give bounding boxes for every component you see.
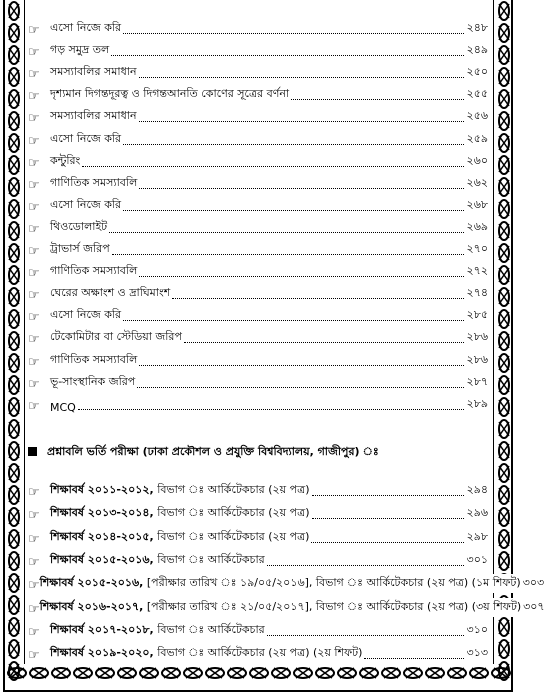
toc-page-number: ২৪৯ bbox=[466, 43, 488, 57]
exam-title bbox=[50, 551, 267, 570]
pointing-hand-icon: ☞ bbox=[28, 624, 40, 640]
academic-year: শিক্ষাবর্ষ ২০১১-২০১২, bbox=[50, 483, 154, 496]
pointing-hand-icon: ☞ bbox=[28, 111, 40, 127]
toc-row[interactable] bbox=[28, 171, 488, 193]
exam-details: [পরীক্ষার তারিখ ঃ ১৯/০৫/২০১৬], বিভাগ ঃ আর্কিটেকচার (২য় পত্র) (১ম শিফট) bbox=[143, 576, 521, 590]
toc-title bbox=[50, 262, 139, 281]
right-chain-border bbox=[496, 0, 512, 662]
dot-leader bbox=[78, 408, 464, 410]
toc-page-number: ২৮৫ bbox=[466, 308, 488, 322]
toc-row[interactable] bbox=[28, 149, 488, 171]
exam-title bbox=[50, 528, 311, 547]
toc-page-number: ২৮৬ bbox=[466, 330, 488, 344]
toc-title-text: দৃশ্যমান দিগন্তদূরত্ব ও দিগন্তআনতি কোণের সূত্রের বর্ণনা bbox=[50, 87, 290, 101]
exam-details: [পরীক্ষার তারিখ ঃ ২১/০৫/২০১৭], বিভাগ ঃ আর্কিটেকচার (২য় পত্র) (৩য় শিফট) bbox=[143, 599, 522, 613]
toc-title-text: ঘেরের অক্ষাংশ ও দ্রাঘিমাংশ bbox=[50, 286, 171, 300]
dot-leader bbox=[139, 76, 464, 78]
pointing-hand-icon: ☞ bbox=[28, 177, 40, 193]
dot-leader bbox=[311, 541, 464, 543]
dot-leader bbox=[267, 564, 464, 566]
exam-page-number: ২৯৮ bbox=[466, 529, 488, 543]
toc-page-number: ২৫০ bbox=[466, 65, 488, 79]
dot-leader bbox=[291, 98, 464, 100]
toc-page-number: ২৭০ bbox=[466, 242, 488, 255]
exam-details: বিভাগ ঃ আর্কিটেকচার bbox=[153, 552, 265, 566]
academic-year: শিক্ষাবর্ষ ২০১৫-২০১৬, bbox=[39, 576, 144, 590]
toc-title bbox=[50, 63, 139, 82]
pointing-hand-icon: ☞ bbox=[28, 23, 40, 38]
exam-page-number: ২৯৪ bbox=[466, 483, 488, 496]
pointing-hand-icon: ☞ bbox=[28, 601, 40, 617]
pointing-hand-icon: ☞ bbox=[28, 376, 40, 392]
toc-row[interactable] bbox=[28, 16, 488, 38]
exam-row[interactable] bbox=[28, 595, 545, 617]
dot-leader bbox=[82, 165, 464, 167]
toc-title bbox=[50, 152, 82, 171]
academic-year: শিক্ষাবর্ষ ২০১৩-২০১৪, bbox=[50, 506, 154, 520]
toc-row[interactable] bbox=[28, 370, 488, 392]
exam-title bbox=[50, 504, 312, 523]
black-square-icon bbox=[28, 447, 37, 456]
exam-row[interactable] bbox=[28, 478, 488, 500]
toc-title bbox=[50, 328, 184, 347]
toc-page-number: ২৮৭ bbox=[466, 374, 488, 388]
dot-leader bbox=[123, 32, 464, 34]
pointing-hand-icon: ☞ bbox=[28, 354, 40, 370]
toc-page-number: ২৬৮ bbox=[466, 197, 488, 211]
exam-section-heading bbox=[28, 443, 488, 462]
academic-year: শিক্ষাবর্ষ ২০১৬-২০১৭, bbox=[39, 599, 144, 613]
toc-page-number: ২৫৫ bbox=[466, 87, 488, 101]
toc-row[interactable] bbox=[28, 303, 488, 325]
exam-title bbox=[50, 644, 364, 663]
toc-title-text: এসো নিজে করি bbox=[50, 21, 122, 34]
exam-page-number: ৩১৩ bbox=[466, 646, 488, 660]
toc-title-text: এসো নিজে করি bbox=[50, 308, 122, 322]
toc-title-text: কন্টুরিং bbox=[50, 153, 81, 167]
toc-row[interactable] bbox=[28, 348, 488, 370]
toc-title bbox=[50, 240, 112, 259]
pointing-hand-icon: ☞ bbox=[28, 531, 40, 547]
toc-page-number: ২৫৬ bbox=[466, 109, 488, 123]
toc-page-number: ২৮৬ bbox=[466, 352, 488, 366]
exam-row[interactable] bbox=[28, 548, 488, 570]
toc-title-text: সমস্যাবলির সমাধান bbox=[50, 109, 137, 123]
toc-row[interactable] bbox=[28, 259, 488, 281]
toc-row[interactable] bbox=[28, 193, 488, 215]
pointing-hand-icon: ☞ bbox=[28, 485, 40, 500]
exam-details: বিভাগ ঃ আর্কিটেকচার (২য় পত্র) bbox=[153, 483, 310, 496]
dot-leader bbox=[109, 231, 464, 233]
toc-title bbox=[50, 373, 137, 392]
pointing-hand-icon: ☞ bbox=[28, 155, 40, 171]
pointing-hand-icon: ☞ bbox=[28, 45, 40, 61]
pointing-hand-icon: ☞ bbox=[28, 244, 40, 259]
exam-row[interactable] bbox=[28, 525, 488, 547]
toc-title bbox=[50, 174, 139, 193]
toc-title-text: এসো নিজে করি bbox=[50, 131, 122, 145]
toc-title-text: সমস্যাবলির সমাধান bbox=[50, 65, 137, 79]
dot-leader bbox=[123, 209, 464, 211]
toc-row[interactable] bbox=[28, 82, 488, 104]
toc-page-number: ২৪৮ bbox=[466, 21, 488, 34]
dot-leader bbox=[364, 657, 464, 659]
dot-leader bbox=[267, 634, 464, 636]
toc-title bbox=[50, 351, 139, 370]
dot-leader bbox=[312, 517, 465, 519]
toc-row[interactable] bbox=[28, 127, 488, 149]
pointing-hand-icon: ☞ bbox=[28, 67, 40, 83]
pointing-hand-icon: ☞ bbox=[28, 508, 40, 524]
exam-row[interactable] bbox=[28, 618, 488, 640]
dot-leader bbox=[139, 275, 464, 277]
exam-row[interactable] bbox=[28, 571, 545, 594]
dot-leader bbox=[184, 341, 464, 343]
pointing-hand-icon: ☞ bbox=[28, 133, 40, 149]
toc-title-text: থিওডোলাইট bbox=[50, 219, 108, 233]
exam-details: বিভাগ ঃ আর্কিটেকচার (২য় পত্র) (২য় শিফট) bbox=[153, 646, 363, 660]
academic-year: শিক্ষাবর্ষ ২০১৭-২০১৮, bbox=[50, 622, 154, 636]
toc-title-text: ট্রাভার্স জরিপ bbox=[50, 242, 110, 255]
dot-leader bbox=[312, 494, 465, 496]
dot-leader bbox=[139, 364, 464, 366]
exam-details: বিভাগ ঃ আর্কিটেকচার (২য় পত্র) bbox=[153, 529, 310, 543]
exam-details: বিভাগ ঃ আর্কিটেকচার bbox=[153, 622, 265, 636]
exam-details: বিভাগ ঃ আর্কিটেকচার (২য় পত্র) bbox=[153, 506, 310, 520]
toc-title bbox=[50, 218, 109, 237]
toc-row[interactable] bbox=[28, 104, 488, 126]
toc-title bbox=[50, 19, 123, 38]
toc-title-text: গাণিতিক সমস্যাবলি bbox=[50, 352, 138, 366]
toc-title-text: টেকোমিটার বা স্টেডিয়া জরিপ bbox=[50, 330, 182, 344]
toc-title bbox=[50, 130, 123, 149]
exam-page-number: ২৯৬ bbox=[466, 506, 488, 520]
exam-title bbox=[50, 481, 312, 500]
pointing-hand-icon: ☞ bbox=[28, 288, 40, 304]
pointing-hand-icon: ☞ bbox=[28, 89, 40, 105]
academic-year: শিক্ষাবর্ষ ২০১৫-২০১৬, bbox=[50, 552, 154, 566]
pointing-hand-icon: ☞ bbox=[28, 310, 40, 326]
toc-title bbox=[50, 284, 172, 303]
toc-title-text: এসো নিজে করি bbox=[50, 197, 122, 211]
dot-leader bbox=[137, 386, 464, 388]
pointing-hand-icon: ☞ bbox=[28, 554, 40, 570]
exam-page-number: ৩০৭ bbox=[523, 599, 545, 613]
academic-year: শিক্ষাবর্ষ ২০১৪-২০১৫, bbox=[50, 529, 154, 543]
toc-title bbox=[50, 107, 139, 126]
pointing-hand-icon: ☞ bbox=[28, 199, 40, 215]
toc-page-number: ২৬০ bbox=[466, 153, 488, 167]
toc-page-number: ২৬২ bbox=[466, 175, 488, 189]
toc-row[interactable] bbox=[28, 237, 488, 259]
toc-row[interactable] bbox=[28, 281, 488, 303]
toc-page-number: ২৫৯ bbox=[466, 131, 488, 145]
right-inner-rule bbox=[493, 0, 494, 664]
toc-title-text: ভূ-সাংস্থানিক জরিপ bbox=[50, 374, 136, 388]
toc-row[interactable] bbox=[28, 392, 488, 414]
toc-page-number: ২৭২ bbox=[466, 264, 488, 278]
pointing-hand-icon: ☞ bbox=[28, 578, 40, 594]
dot-leader bbox=[139, 187, 464, 189]
pointing-hand-icon: ☞ bbox=[28, 398, 40, 414]
dot-leader bbox=[123, 319, 464, 321]
pointing-hand-icon: ☞ bbox=[28, 648, 40, 664]
toc-page-number: ২৬৯ bbox=[466, 219, 488, 233]
toc-row[interactable] bbox=[28, 215, 488, 237]
toc-page-number: ২৭৪ bbox=[466, 286, 488, 300]
toc-title bbox=[50, 41, 111, 60]
left-inner-rule bbox=[24, 0, 25, 664]
exam-page-number: ৩০৩ bbox=[522, 576, 545, 590]
toc-title bbox=[50, 306, 123, 325]
pointing-hand-icon: ☞ bbox=[28, 266, 40, 282]
toc-title bbox=[50, 196, 123, 215]
exam-row[interactable] bbox=[28, 501, 488, 523]
academic-year: শিক্ষাবর্ষ ২০১৯-২০২০, bbox=[50, 646, 154, 660]
left-chain-border bbox=[6, 0, 22, 662]
exam-page-number: ৩০১ bbox=[466, 552, 488, 566]
exam-title bbox=[40, 574, 523, 593]
toc-title-text: MCQ bbox=[50, 400, 76, 414]
toc-row[interactable] bbox=[28, 38, 488, 60]
pointing-hand-icon: ☞ bbox=[28, 221, 40, 237]
dot-leader bbox=[139, 120, 464, 122]
toc-title-text: গাণিতিক সমস্যাবলি bbox=[50, 175, 138, 189]
toc-row[interactable] bbox=[28, 325, 488, 347]
dot-leader bbox=[112, 253, 464, 255]
toc-page-number: ২৮৯ bbox=[466, 396, 488, 410]
exam-title bbox=[50, 621, 267, 640]
bottom-chain-border bbox=[6, 662, 512, 684]
section-heading-text: প্রশ্নাবলি ভর্তি পরীক্ষা (ঢাকা প্রকৌশল ও প্রযুক্তি বিশ্ববিদ্যালয়, গাজীপুর) ঃ bbox=[47, 445, 379, 458]
toc-title-text: গড় সমুদ্র তল bbox=[50, 43, 110, 57]
toc-title-text: গাণিতিক সমস্যাবলি bbox=[50, 264, 138, 278]
toc-row[interactable] bbox=[28, 60, 488, 82]
dot-leader bbox=[172, 297, 464, 299]
exam-row[interactable] bbox=[28, 641, 488, 663]
toc-title bbox=[50, 401, 78, 414]
exam-page-number: ৩১০ bbox=[466, 622, 488, 636]
dot-leader bbox=[111, 54, 464, 56]
toc-title bbox=[50, 85, 291, 104]
exam-title bbox=[40, 598, 523, 617]
pointing-hand-icon: ☞ bbox=[28, 332, 40, 348]
dot-leader bbox=[123, 143, 464, 145]
